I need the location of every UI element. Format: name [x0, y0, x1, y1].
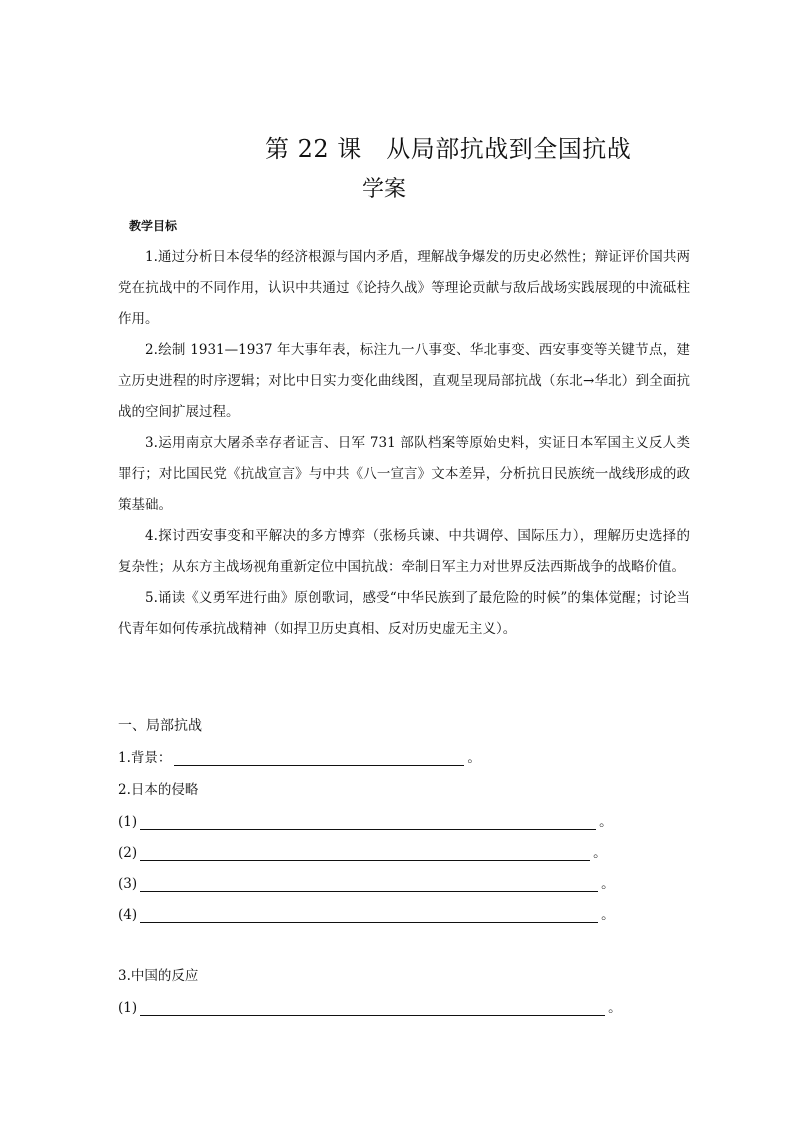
answer-blank[interactable]: [140, 1001, 605, 1016]
answer-blank[interactable]: [140, 877, 598, 892]
answer-blank[interactable]: [140, 908, 598, 923]
reaction-row: [118, 998, 622, 1018]
item-number: (1): [118, 814, 138, 830]
background-row: [118, 748, 481, 768]
objective-item: 4.探讨西安事变和平解决的多方博弈（张杨兵谏、中共调停、国际压力），理解历史选择的复杂性；从东方主战场视角重新定位中国抗战：牵制日军主力对世界反法西斯战争的战略价值。: [118, 528, 690, 575]
objective-item: 2.绘制 1931—1937 年大事年表，标注九一八事变、华北事变、西安事变等关键节点，建立历史进程的时序逻辑；对比中日实力变化曲线图，直观呈现局部抗战（东北→华北）到全面抗战的空间扩展过程。: [118, 342, 690, 420]
background-blank[interactable]: [174, 751, 464, 766]
objective-item: 1.通过分析日本侵华的经济根源与国内矛盾，理解战争爆发的历史必然性；辩证评价国共两党在抗战中的不同作用，认识中共通过《论持久战》等理论贡献与敌后战场实践展现的中流砥柱作用。: [118, 249, 690, 327]
line-end-mark: 。: [599, 814, 613, 830]
objective-item: 3.运用南京大屠杀幸存者证言、日军 731 部队档案等原始史料，实证日本军国主义反人类罪行；对比国民党《抗战宣言》与中共《八一宣言》文本差异，分析抗日民族统一战线形成的政策基础。: [118, 435, 690, 513]
line-end-mark: 。: [608, 1000, 622, 1016]
answer-blank[interactable]: [140, 846, 590, 861]
reaction-heading: 3.中国的反应: [118, 968, 199, 984]
line-end-mark: 。: [601, 907, 615, 923]
answer-blank[interactable]: [140, 815, 596, 830]
item-number: (4): [118, 907, 138, 923]
invasion-row: [118, 843, 607, 863]
part-heading-local-resistance: 一、局部抗战: [118, 718, 202, 734]
background-label: 1.背景：: [118, 750, 172, 766]
item-number: (3): [118, 876, 138, 892]
item-number: (1): [118, 1000, 138, 1016]
line-end-mark: 。: [467, 750, 481, 766]
invasion-row: [118, 905, 615, 925]
invasion-row: [118, 812, 613, 832]
lesson-title: 第 22 课 从局部抗战到全国抗战: [265, 135, 632, 163]
objectives-heading: 教学目标: [129, 219, 178, 233]
objective-item: 5.诵读《义勇军进行曲》原创歌词，感受“中华民族到了最危险的时候”的集体觉醒；讨论当代青年如何传承抗战精神（如捍卫历史真相、反对历史虚无主义）。: [118, 590, 690, 637]
lesson-subtitle: 学案: [362, 177, 407, 202]
objectives-list: [118, 242, 690, 645]
line-end-mark: 。: [601, 876, 615, 892]
line-end-mark: 。: [593, 845, 607, 861]
invasion-row: [118, 874, 615, 894]
item-number: (2): [118, 845, 138, 861]
invasion-heading: 2.日本的侵略: [118, 782, 199, 798]
